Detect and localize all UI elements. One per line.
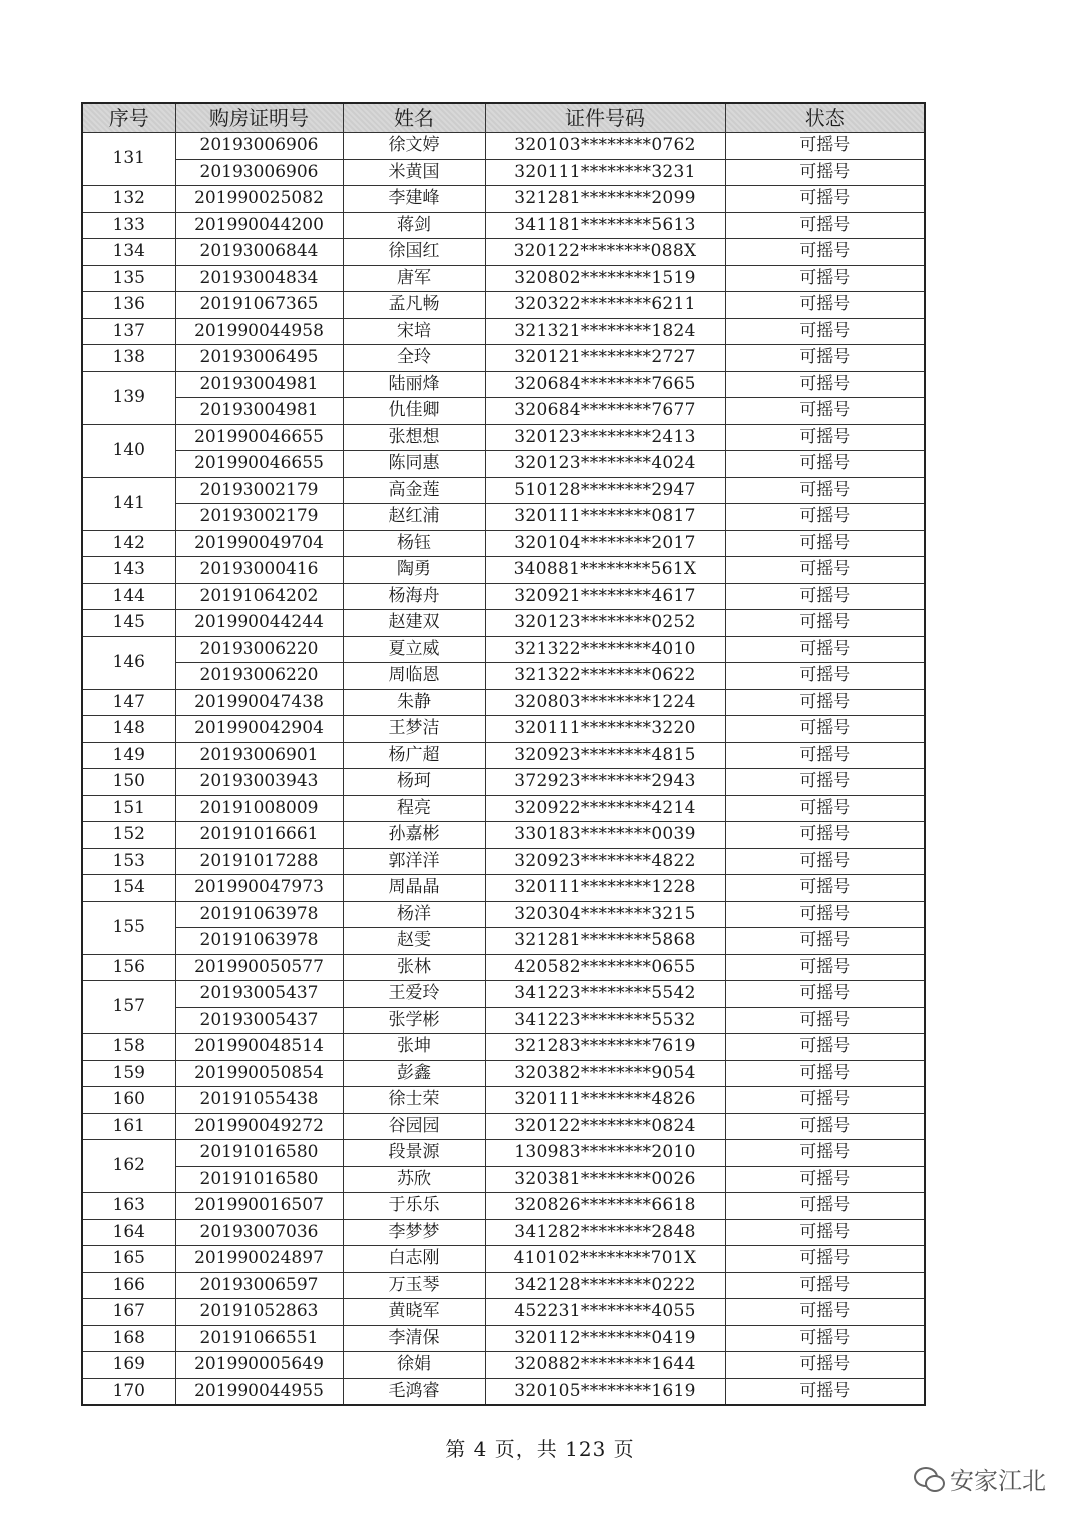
cell-id: 320111********0817 [485,504,725,531]
cell-cert: 201990046655 [175,424,343,451]
cell-name: 赵雯 [343,928,485,955]
cell-id: 372923********2943 [485,769,725,796]
table-row [82,557,925,584]
header-cert: 购房证明号 [175,103,343,133]
cell-seq: 159 [82,1060,175,1087]
cell-status: 可摇号 [725,769,925,796]
cell-name: 徐国红 [343,239,485,266]
cell-status: 可摇号 [725,133,925,160]
cell-name: 张学彬 [343,1007,485,1034]
table-row [82,795,925,822]
cell-name: 毛鸿睿 [343,1378,485,1405]
table-row [82,1087,925,1114]
table-body [82,133,925,1406]
table-row [82,610,925,637]
table-row [82,371,925,398]
cell-cert: 20193003943 [175,769,343,796]
table-row [82,424,925,451]
cell-cert: 20193007036 [175,1219,343,1246]
cell-seq: 170 [82,1378,175,1405]
table-row [82,663,925,690]
cell-seq: 136 [82,292,175,319]
table-row [82,133,925,160]
table-row [82,530,925,557]
cell-status: 可摇号 [725,663,925,690]
cell-name: 孟凡畅 [343,292,485,319]
cell-name: 万玉琴 [343,1272,485,1299]
cell-status: 可摇号 [725,1219,925,1246]
cell-status: 可摇号 [725,636,925,663]
cell-name: 孙嘉彬 [343,822,485,849]
wechat-icon [914,1467,944,1491]
cell-id: 510128********2947 [485,477,725,504]
cell-status: 可摇号 [725,1140,925,1167]
table-row [82,928,925,955]
cell-status: 可摇号 [725,1352,925,1379]
cell-seq: 152 [82,822,175,849]
cell-seq: 154 [82,875,175,902]
cell-name: 全玲 [343,345,485,372]
cell-name: 朱静 [343,689,485,716]
cell-name: 杨洋 [343,901,485,928]
cell-status: 可摇号 [725,477,925,504]
cell-cert: 20193006495 [175,345,343,372]
cell-seq: 155 [82,901,175,954]
cell-cert: 201990047438 [175,689,343,716]
cell-id: 320122********088X [485,239,725,266]
cell-id: 320684********7677 [485,398,725,425]
cell-name: 杨广超 [343,742,485,769]
cell-cert: 201990047973 [175,875,343,902]
cell-seq: 149 [82,742,175,769]
cell-cert: 20191063978 [175,901,343,928]
cell-id: 340881********561X [485,557,725,584]
cell-status: 可摇号 [725,583,925,610]
cell-id: 320104********2017 [485,530,725,557]
cell-id: 420582********0655 [485,954,725,981]
cell-cert: 20191066551 [175,1325,343,1352]
cell-cert: 20191008009 [175,795,343,822]
cell-status: 可摇号 [725,1166,925,1193]
cell-name: 周临恩 [343,663,485,690]
cell-status: 可摇号 [725,742,925,769]
cell-name: 陶勇 [343,557,485,584]
cell-cert: 20191055438 [175,1087,343,1114]
cell-seq: 162 [82,1140,175,1193]
cell-status: 可摇号 [725,186,925,213]
cell-status: 可摇号 [725,981,925,1008]
cell-id: 320803********1224 [485,689,725,716]
cell-seq: 141 [82,477,175,530]
table-row [82,1299,925,1326]
cell-id: 330183********0039 [485,822,725,849]
cell-cert: 20193004981 [175,371,343,398]
cell-id: 321322********0622 [485,663,725,690]
cell-name: 黄晓军 [343,1299,485,1326]
table-row [82,1034,925,1061]
table-row [82,822,925,849]
cell-name: 张坤 [343,1034,485,1061]
table-row [82,1219,925,1246]
cell-id: 321321********1824 [485,318,725,345]
cell-name: 徐文婷 [343,133,485,160]
table-row [82,689,925,716]
cell-cert: 201990044958 [175,318,343,345]
cell-status: 可摇号 [725,530,925,557]
cell-cert: 20191017288 [175,848,343,875]
cell-status: 可摇号 [725,795,925,822]
cell-status: 可摇号 [725,1034,925,1061]
cell-seq: 133 [82,212,175,239]
document-sheet [81,102,924,1406]
cell-seq: 157 [82,981,175,1034]
cell-cert: 201990016507 [175,1193,343,1220]
cell-status: 可摇号 [725,1378,925,1405]
cell-seq: 150 [82,769,175,796]
cell-name: 仇佳卿 [343,398,485,425]
cell-id: 341223********5542 [485,981,725,1008]
cell-seq: 145 [82,610,175,637]
cell-seq: 134 [82,239,175,266]
table-row [82,265,925,292]
cell-seq: 153 [82,848,175,875]
cell-name: 蒋剑 [343,212,485,239]
cell-name: 张想想 [343,424,485,451]
cell-name: 程亮 [343,795,485,822]
cell-seq: 167 [82,1299,175,1326]
cell-id: 320123********0252 [485,610,725,637]
cell-status: 可摇号 [725,1007,925,1034]
cell-seq: 140 [82,424,175,477]
cell-seq: 158 [82,1034,175,1061]
table-row [82,239,925,266]
cell-cert: 20193006906 [175,159,343,186]
cell-cert: 201990024897 [175,1246,343,1273]
table-row [82,1060,925,1087]
table-row [82,345,925,372]
cell-id: 321281********2099 [485,186,725,213]
cell-cert: 201990046655 [175,451,343,478]
cell-seq: 139 [82,371,175,424]
cell-cert: 20193004834 [175,265,343,292]
cell-name: 陆丽烽 [343,371,485,398]
table-row [82,769,925,796]
cell-cert: 201990025082 [175,186,343,213]
cell-seq: 137 [82,318,175,345]
cell-name: 于乐乐 [343,1193,485,1220]
cell-name: 徐娟 [343,1352,485,1379]
cell-id: 320111********4826 [485,1087,725,1114]
cell-seq: 148 [82,716,175,743]
cell-id: 320111********3220 [485,716,725,743]
cell-id: 320322********6211 [485,292,725,319]
cell-cert: 201990050854 [175,1060,343,1087]
cell-cert: 20193002179 [175,504,343,531]
cell-id: 320921********4617 [485,583,725,610]
table-row [82,981,925,1008]
cell-cert: 20193006901 [175,742,343,769]
cell-id: 130983********2010 [485,1140,725,1167]
cell-status: 可摇号 [725,875,925,902]
cell-name: 杨钰 [343,530,485,557]
table-row [82,159,925,186]
cell-seq: 164 [82,1219,175,1246]
cell-id: 320121********2727 [485,345,725,372]
cell-seq: 142 [82,530,175,557]
cell-status: 可摇号 [725,901,925,928]
cell-status: 可摇号 [725,1060,925,1087]
cell-seq: 151 [82,795,175,822]
cell-name: 陈同惠 [343,451,485,478]
cell-id: 320111********1228 [485,875,725,902]
cell-cert: 201990048514 [175,1034,343,1061]
cell-seq: 143 [82,557,175,584]
cell-status: 可摇号 [725,610,925,637]
table-row [82,1140,925,1167]
cell-name: 苏欣 [343,1166,485,1193]
cell-cert: 20193005437 [175,981,343,1008]
cell-cert: 20191016580 [175,1140,343,1167]
cell-status: 可摇号 [725,371,925,398]
cell-seq: 147 [82,689,175,716]
table-row [82,1246,925,1273]
cell-cert: 201990049704 [175,530,343,557]
cell-seq: 146 [82,636,175,689]
cell-cert: 201990005649 [175,1352,343,1379]
cell-name: 彭鑫 [343,1060,485,1087]
cell-cert: 20193006906 [175,133,343,160]
cell-cert: 20193006220 [175,636,343,663]
cell-seq: 156 [82,954,175,981]
cell-status: 可摇号 [725,822,925,849]
cell-id: 341181********5613 [485,212,725,239]
page-number: 第 4 页，共 123 页 [445,1437,635,1461]
cell-name: 夏立威 [343,636,485,663]
cell-cert: 201990044200 [175,212,343,239]
header-name: 姓名 [343,103,485,133]
cell-id: 321322********4010 [485,636,725,663]
cell-name: 李建峰 [343,186,485,213]
table-row [82,742,925,769]
header-status: 状态 [725,103,925,133]
cell-seq: 168 [82,1325,175,1352]
table-row [82,875,925,902]
table-row [82,1352,925,1379]
cell-status: 可摇号 [725,928,925,955]
cell-id: 452231********4055 [485,1299,725,1326]
cell-status: 可摇号 [725,689,925,716]
cell-id: 320112********0419 [485,1325,725,1352]
table-row [82,504,925,531]
cell-name: 郭洋洋 [343,848,485,875]
header-seq: 序号 [82,103,175,133]
cell-id: 320382********9054 [485,1060,725,1087]
cell-id: 320684********7665 [485,371,725,398]
cell-id: 320923********4815 [485,742,725,769]
cell-id: 320381********0026 [485,1166,725,1193]
cell-cert: 20191016661 [175,822,343,849]
table-row [82,1113,925,1140]
cell-id: 320103********0762 [485,133,725,160]
table-row [82,716,925,743]
cell-id: 320111********3231 [485,159,725,186]
cell-status: 可摇号 [725,318,925,345]
cell-status: 可摇号 [725,1246,925,1273]
cell-status: 可摇号 [725,716,925,743]
cell-seq: 165 [82,1246,175,1273]
lottery-table [81,102,926,1406]
cell-name: 米黄国 [343,159,485,186]
cell-seq: 132 [82,186,175,213]
cell-id: 341282********2848 [485,1219,725,1246]
cell-id: 320304********3215 [485,901,725,928]
cell-status: 可摇号 [725,1087,925,1114]
cell-id: 321283********7619 [485,1034,725,1061]
cell-id: 320122********0824 [485,1113,725,1140]
cell-id: 342128********0222 [485,1272,725,1299]
cell-seq: 169 [82,1352,175,1379]
cell-cert: 201990049272 [175,1113,343,1140]
cell-cert: 20193004981 [175,398,343,425]
cell-status: 可摇号 [725,159,925,186]
cell-cert: 20193006597 [175,1272,343,1299]
cell-id: 320922********4214 [485,795,725,822]
cell-status: 可摇号 [725,424,925,451]
cell-id: 320802********1519 [485,265,725,292]
cell-seq: 163 [82,1193,175,1220]
cell-cert: 20191016580 [175,1166,343,1193]
cell-name: 杨海舟 [343,583,485,610]
cell-name: 李清保 [343,1325,485,1352]
cell-id: 341223********5532 [485,1007,725,1034]
table-row [82,1193,925,1220]
cell-cert: 201990050577 [175,954,343,981]
table-row [82,398,925,425]
cell-status: 可摇号 [725,239,925,266]
cell-status: 可摇号 [725,557,925,584]
cell-status: 可摇号 [725,451,925,478]
cell-id: 410102********701X [485,1246,725,1273]
cell-name: 白志刚 [343,1246,485,1273]
cell-name: 王爱玲 [343,981,485,1008]
watermark-text: 安家江北 [950,1467,1046,1495]
cell-cert: 20193006844 [175,239,343,266]
cell-cert: 20191052863 [175,1299,343,1326]
cell-cert: 20191063978 [175,928,343,955]
table-row [82,477,925,504]
table-row [82,901,925,928]
cell-id: 320923********4822 [485,848,725,875]
cell-cert: 20193002179 [175,477,343,504]
table-row [82,212,925,239]
cell-status: 可摇号 [725,1325,925,1352]
cell-name: 谷园园 [343,1113,485,1140]
cell-name: 唐军 [343,265,485,292]
cell-seq: 135 [82,265,175,292]
cell-id: 320105********1619 [485,1378,725,1405]
cell-cert: 20193005437 [175,1007,343,1034]
cell-status: 可摇号 [725,212,925,239]
cell-name: 周晶晶 [343,875,485,902]
cell-seq: 138 [82,345,175,372]
cell-id: 320826********6618 [485,1193,725,1220]
table-row [82,1007,925,1034]
cell-cert: 20193006220 [175,663,343,690]
cell-name: 李梦梦 [343,1219,485,1246]
cell-name: 高金莲 [343,477,485,504]
cell-seq: 161 [82,1113,175,1140]
table-row [82,186,925,213]
cell-cert: 201990042904 [175,716,343,743]
cell-name: 赵红浦 [343,504,485,531]
cell-id: 320123********4024 [485,451,725,478]
table-row [82,1272,925,1299]
cell-cert: 20191064202 [175,583,343,610]
cell-cert: 201990044955 [175,1378,343,1405]
cell-seq: 131 [82,133,175,186]
cell-status: 可摇号 [725,1193,925,1220]
table-row [82,1166,925,1193]
cell-status: 可摇号 [725,292,925,319]
table-row [82,954,925,981]
cell-name: 王梦洁 [343,716,485,743]
cell-status: 可摇号 [725,1272,925,1299]
table-header-row [82,103,925,133]
cell-status: 可摇号 [725,398,925,425]
cell-id: 321281********5868 [485,928,725,955]
cell-seq: 144 [82,583,175,610]
cell-cert: 20191067365 [175,292,343,319]
cell-status: 可摇号 [725,1299,925,1326]
table-row [82,1378,925,1405]
cell-id: 320882********1644 [485,1352,725,1379]
cell-cert: 20193000416 [175,557,343,584]
cell-status: 可摇号 [725,848,925,875]
cell-status: 可摇号 [725,954,925,981]
cell-cert: 201990044244 [175,610,343,637]
table-row [82,1325,925,1352]
table-row [82,583,925,610]
cell-seq: 160 [82,1087,175,1114]
cell-name: 赵建双 [343,610,485,637]
cell-name: 徐士荣 [343,1087,485,1114]
cell-status: 可摇号 [725,1113,925,1140]
cell-seq: 166 [82,1272,175,1299]
cell-name: 张林 [343,954,485,981]
cell-name: 段景源 [343,1140,485,1167]
table-row [82,451,925,478]
watermark [914,1461,1046,1496]
table-row [82,292,925,319]
cell-status: 可摇号 [725,265,925,292]
cell-id: 320123********2413 [485,424,725,451]
table-row [82,848,925,875]
cell-name: 杨珂 [343,769,485,796]
cell-name: 宋培 [343,318,485,345]
cell-status: 可摇号 [725,345,925,372]
header-id: 证件号码 [485,103,725,133]
table-row [82,318,925,345]
cell-status: 可摇号 [725,504,925,531]
table-row [82,636,925,663]
